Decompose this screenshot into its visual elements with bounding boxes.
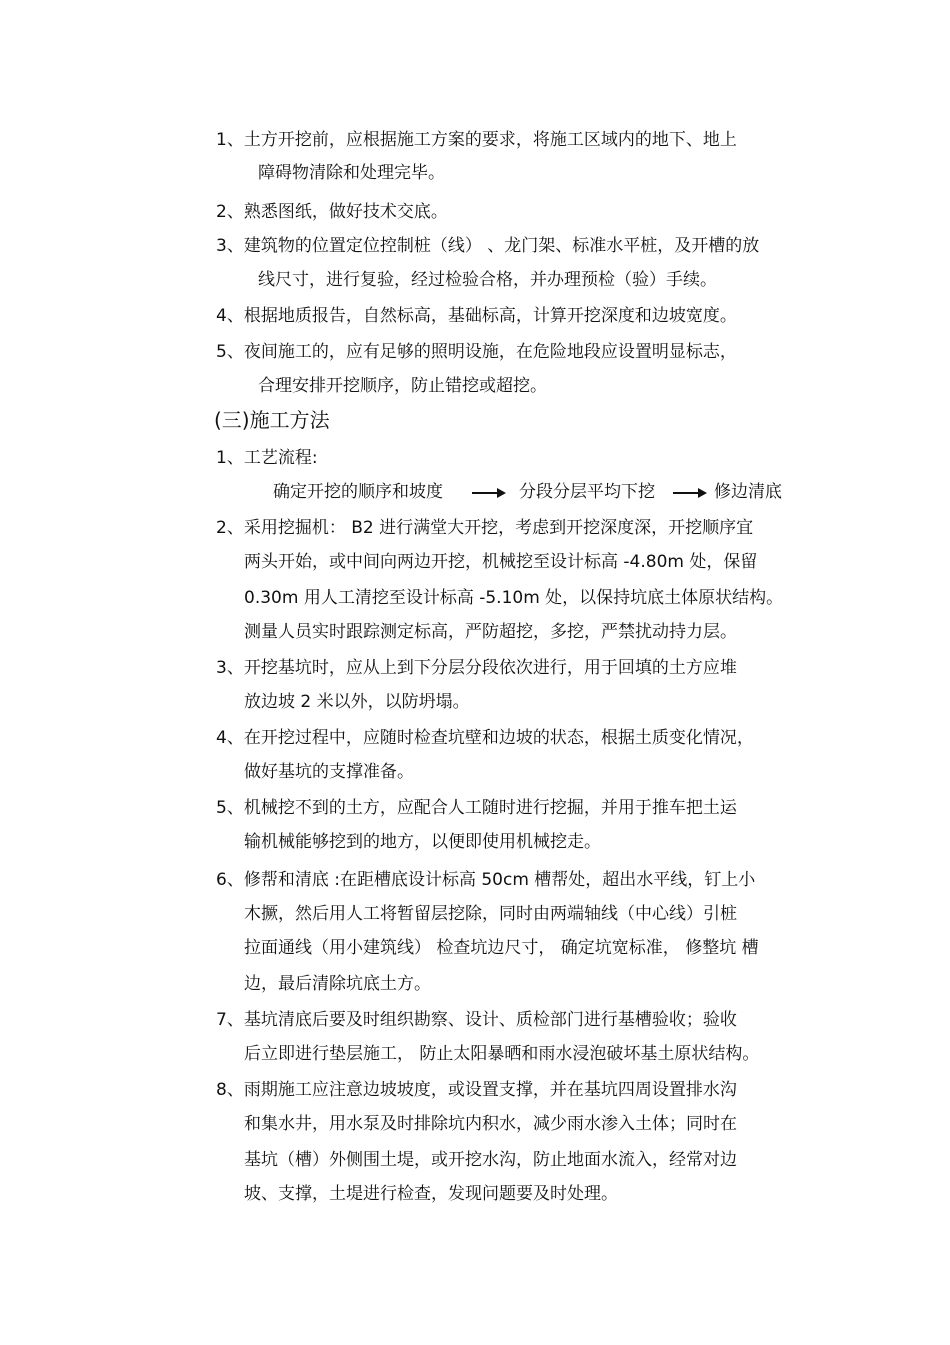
- text-line: 基坑（槽）外侧围土堤，或开挖水沟，防止地面水流入，经常对边: [244, 1150, 737, 1170]
- text-line: 5、夜间施工的，应有足够的照明设施，在危险地段应设置明显标志，: [216, 342, 737, 362]
- text-line: 7、基坑清底后要及时组织勘察、设计、质检部门进行基槽验收；验收: [216, 1010, 737, 1030]
- text-line: 拉面通线（用小建筑线） 检查坑边尺寸， 确定坑宽标准， 修整坑 槽: [244, 938, 759, 958]
- text-line: 1、土方开挖前，应根据施工方案的要求，将施工区域内的地下、地上: [216, 130, 737, 150]
- flow-step-1: 确定开挖的顺序和坡度: [273, 482, 443, 502]
- text-line: 输机械能够挖到的地方，以便即使用机械挖走。: [244, 832, 601, 852]
- flow-arrow-icon: [472, 487, 506, 499]
- text-line: 边，最后清除坑底土方。: [244, 974, 431, 994]
- text-line: 0.30m 用人工清挖至设计标高 -5.10m 处，以保持坑底土体原状结构。: [244, 588, 784, 608]
- text-line: 放边坡 2 米以外，以防坍塌。: [244, 692, 470, 712]
- text-line: 3、开挖基坑时，应从上到下分层分段依次进行，用于回填的土方应堆: [216, 658, 737, 678]
- text-line: 6、修帮和清底 :在距槽底设计标高 50cm 槽帮处，超出水平线，钉上小: [216, 870, 756, 890]
- text-line: 4、根据地质报告，自然标高，基础标高，计算开挖深度和边坡宽度。: [216, 306, 737, 326]
- text-line: 线尺寸，进行复验，经过检验合格，并办理预检（验）手续。: [258, 270, 717, 290]
- flow-step-2: 分段分层平均下挖: [519, 482, 655, 502]
- text-line: 障碍物清除和处理完毕。: [258, 163, 445, 183]
- text-line: 木撅，然后用人工将暂留层挖除，同时由两端轴线（中心线）引桩: [244, 904, 737, 924]
- text-line: 2、熟悉图纸，做好技术交底。: [216, 202, 448, 222]
- text-line: 两头开始，或中间向两边开挖，机械挖至设计标高 -4.80m 处，保留: [244, 552, 758, 572]
- text-line: 2、采用挖掘机： B2 进行满堂大开挖，考虑到开挖深度深，开挖顺序宜: [216, 518, 754, 538]
- text-line: 合理安排开挖顺序，防止错挖或超挖。: [258, 376, 547, 396]
- text-line: 和集水井，用水泵及时排除坑内积水，减少雨水渗入土体；同时在: [244, 1114, 737, 1134]
- text-line: 做好基坑的支撑准备。: [244, 762, 414, 782]
- text-line: 坡、支撑，土堤进行检查，发现问题要及时处理。: [244, 1184, 618, 1204]
- text-line: 1、工艺流程:: [216, 448, 318, 468]
- text-line: 后立即进行垫层施工， 防止太阳暴晒和雨水浸泡破坏基土原状结构。: [244, 1044, 760, 1064]
- flow-step-3: 修边清底: [714, 482, 782, 502]
- text-line: 测量人员实时跟踪测定标高，严防超挖，多挖，严禁扰动持力层。: [244, 622, 737, 642]
- section-heading: (三)施工方法: [214, 408, 330, 432]
- text-line: 5、机械挖不到的土方，应配合人工随时进行挖掘，并用于推车把土运: [216, 798, 737, 818]
- text-line: 4、在开挖过程中，应随时检查坑壁和边坡的状态，根据土质变化情况，: [216, 728, 754, 748]
- flow-arrow-icon: [673, 487, 707, 499]
- text-line: 3、建筑物的位置定位控制桩（线） 、龙门架、标准水平桩，及开槽的放: [216, 236, 760, 256]
- text-line: 8、雨期施工应注意边坡坡度，或设置支撑，并在基坑四周设置排水沟: [216, 1080, 737, 1100]
